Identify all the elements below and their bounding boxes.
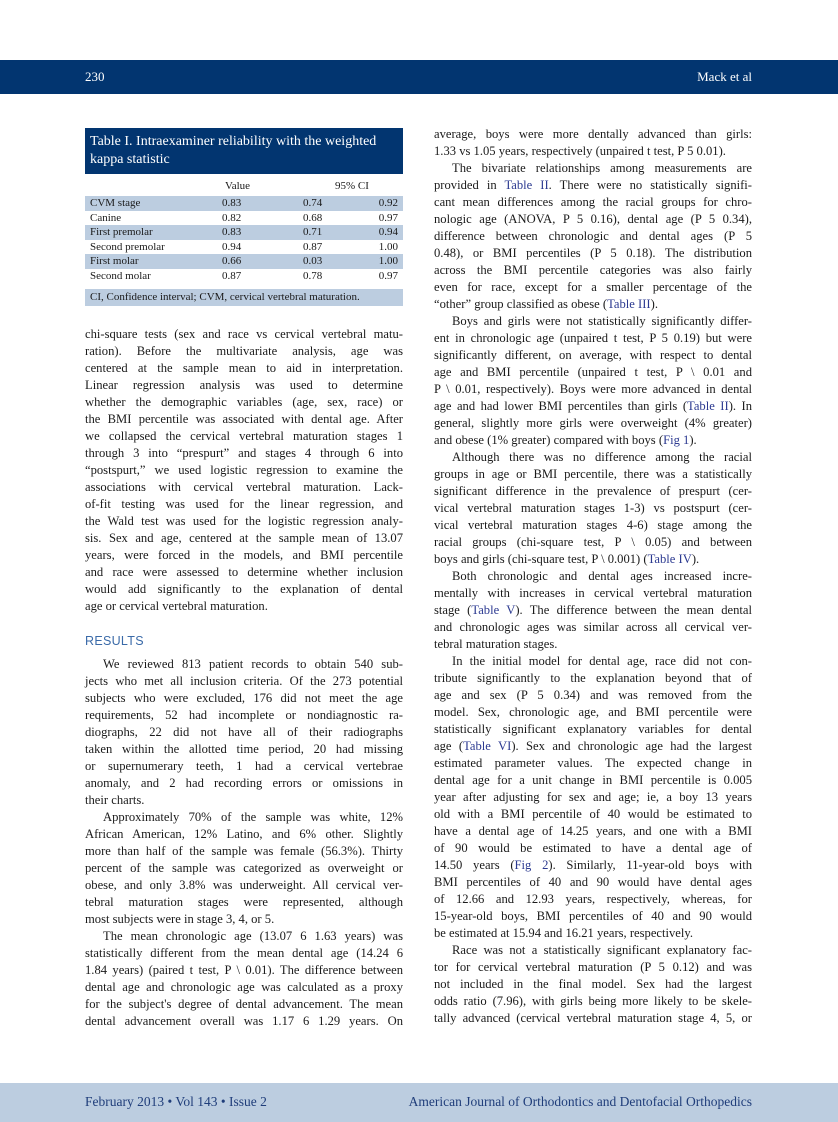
text-line: tally advanced (cervical vertebral maturation stage 4, 5, or [434, 1011, 752, 1025]
text-line: 1.84 years) (paired t test, P \ 0.01). The difference between [85, 963, 403, 977]
text-line: across the BMI percentile categories was also fairly [434, 263, 752, 277]
text-line: 1.33 vs 1.05 years, respectively (unpaired t test, P 5 0.01). [434, 144, 726, 158]
table-cell-hi: 0.94 [378, 226, 398, 238]
issue-info: February 2013 • Vol 143 • Issue 2 [85, 1094, 267, 1109]
table-cell-lo: 0.78 [303, 269, 323, 282]
text-line: of-fit testing was used for the linear regression, and [85, 497, 403, 511]
text-line [434, 398, 752, 415]
text-line: vical vertebral maturation stages 1-3) vs postspurt (cer- [434, 501, 752, 515]
table-cell-value: 0.83 [222, 226, 242, 238]
page-number: 230 [85, 69, 105, 84]
text-line: significant difference in the prevalence of prespurt (cer- [434, 484, 752, 498]
table-body [85, 196, 403, 283]
cross-reference-link[interactable]: Table II [504, 178, 549, 192]
table-header-row [85, 176, 403, 196]
text-segment: ). Sex and chronologic age had the largest [511, 739, 752, 753]
table-title: Table I. Intraexaminer reliability with the weighted kappa statistic [85, 128, 403, 174]
text-line: sis. Sex and age, centered at the sample mean of 13.07 [85, 531, 403, 545]
text-line: Approximately 70% of the sample was white, 12% [103, 810, 403, 824]
text-line: Boys and girls were not statistically significantly differ- [452, 314, 752, 328]
text-line: In the initial model for dental age, race did not con- [452, 654, 752, 668]
left-column-text [85, 326, 403, 615]
right-column-text [434, 126, 752, 1027]
text-line: Race was not a statistically significant explanatory fac- [452, 943, 752, 957]
text-line: 15-year-old boys, BMI percentiles of 40 and 90 would [434, 909, 752, 923]
cross-reference-link[interactable]: Fig 2 [514, 858, 549, 872]
text-line [434, 551, 752, 568]
table-cell-hi: 0.92 [378, 197, 398, 209]
text-line: tor for cervical vertebral maturation (P 5 0.12) and was [434, 960, 752, 974]
paragraph [434, 942, 752, 1027]
table-footnote: CI, Confidence interval; CVM, cervical vertebral maturation. [85, 289, 403, 306]
text-line: mentally with increases in cervical vertebral maturation [434, 586, 752, 600]
text-line: difference between chronologic and dental ages (P 5 [434, 229, 752, 243]
text-line: 0.48), or BMI percentiles (P 5 0.18). The distribution [434, 246, 752, 260]
text-line: year after adjusting for sex and age; ie, a boy 13 years [434, 790, 752, 804]
table-cell-hi: 1.00 [378, 240, 398, 253]
text-line [434, 177, 752, 194]
table-cell-lo: 0.87 [303, 240, 323, 253]
text-line: age or cervical vertebral maturation. [85, 599, 268, 613]
text-line: Both chronologic and dental ages increased incre- [452, 569, 752, 583]
text-line: or supernumerary teeth, 1 had a cervical vertebrae [85, 759, 403, 773]
text-segment: ). The difference between the mean dental [515, 603, 752, 617]
text-segment: ). [650, 297, 658, 311]
text-line: we collapsed the cervical vertebral maturation stages 1 [85, 429, 403, 443]
journal-name: American Journal of Orthodontics and Dentofacial Orthopedics [408, 1094, 752, 1109]
text-line: significantly different, on average, with respect to dental [434, 348, 752, 362]
cross-reference-link[interactable]: Table IV [647, 552, 692, 566]
text-segment: ). [689, 433, 697, 447]
text-line: general, slightly more girls were overweight (4% greater) [434, 416, 752, 430]
text-line: tebral maturation stages. [434, 637, 558, 651]
table-1 [85, 128, 403, 306]
text-line: subjects who were excluded, 176 did not meet the age [85, 691, 403, 705]
text-line: jects who met all inclusion criteria. Of the 273 potential [85, 674, 403, 688]
text-line: age and sex (P 5 0.34) and was removed from the [434, 688, 752, 702]
paragraph [85, 656, 403, 809]
table-cell-value: 0.94 [222, 240, 242, 253]
paragraph [434, 160, 752, 313]
cross-reference-link[interactable]: Fig 1 [663, 433, 690, 447]
text-segment: ). [691, 552, 700, 566]
section-heading-results: RESULTS [85, 634, 144, 648]
text-line: more than half of the sample was female (56.3%). Thirty [85, 844, 403, 858]
text-line: and chronologic ages was similar across all cervical ver- [434, 620, 752, 634]
text-line: of 12.66 and 12.93 years, respectively, whereas, for [434, 892, 752, 906]
text-segment: provided in [434, 178, 505, 192]
text-line: the Wald test was used for the logistic regression analy- [85, 514, 403, 528]
text-line: dental age and chronologic age was calculated as a proxy [85, 980, 403, 994]
paragraph [434, 653, 752, 942]
table-cell-label: First premolar [90, 226, 153, 238]
table-cell-lo: 0.71 [303, 226, 323, 238]
text-line [434, 602, 752, 619]
table-row [85, 240, 403, 255]
text-line: centered at the sample mean to aid in interpretation. [85, 361, 403, 375]
text-line: diographs, 22 did not have all of their radiographs [85, 725, 403, 739]
text-line: the BMI percentile was associated with dental age. After [85, 412, 403, 426]
table-cell-label: Second molar [90, 269, 151, 282]
text-segment: stage ( [434, 603, 472, 617]
text-line: odds ratio (7.96), with girls being more likely to be skele- [434, 994, 752, 1008]
cross-reference-link[interactable]: Table II [687, 399, 729, 413]
table-cell-hi: 0.97 [378, 269, 398, 282]
text-line: groups in age or BMI percentile, there was a statistically [434, 467, 752, 481]
text-line: whether the demographic variables (age, sex, race) or [85, 395, 403, 409]
text-line: have a dental age of 14.25 years, and one with a BMI [434, 824, 752, 838]
column-header-ci: 95% CI [335, 180, 369, 192]
table-row [85, 211, 403, 226]
text-line: obese, and only 3.8% was underweight. All cervical ver- [85, 878, 403, 892]
text-line: requirements, 52 had incomplete or nondiagnostic ra- [85, 708, 403, 722]
text-segment: ). Similarly, 11-year-old boys with [548, 858, 752, 872]
text-line [434, 738, 752, 755]
text-segment: boys and girls (chi-square test, P \ 0.001) ( [434, 552, 648, 566]
text-line: be estimated at 15.94 and 16.21 years, respectively. [434, 926, 694, 940]
text-line: tebral maturation stages were represented, although [85, 895, 403, 909]
table-cell-value: 0.87 [222, 269, 242, 282]
text-line: statistically significant explanatory variables for dental [434, 722, 752, 736]
text-line: most subjects were in stage 3, 4, or 5. [85, 912, 275, 926]
text-line: and race were assessed to determine whether inclusion [85, 565, 403, 579]
text-line: vical vertebral maturation stages 4-6) stage among the [434, 518, 752, 532]
text-segment: age ( [434, 739, 464, 753]
table-cell-value: 0.83 [222, 197, 242, 209]
text-line: age and BMI percentile (unpaired t test, P \ 0.01 and [434, 365, 752, 379]
table-cell-lo: 0.03 [303, 255, 323, 267]
table-cell-label: Canine [90, 211, 122, 224]
text-line: nologic age (ANOVA, P 5 0.16), dental age (P 5 0.34), [434, 212, 752, 226]
text-segment: and obese (1% greater) compared with boys ( [434, 433, 664, 447]
table-row [85, 269, 403, 284]
text-line: Linear regression analysis was used to determine [85, 378, 403, 392]
text-line: dental age for a unit change in BMI percentile is 0.005 [434, 773, 752, 787]
text-line: ration). Before the multivariate analysis, age was [85, 344, 403, 358]
paragraph [434, 568, 752, 653]
paragraph [85, 809, 403, 928]
text-line: tribute significantly to the explanation beyond that of [434, 671, 752, 685]
cross-reference-link[interactable]: Table V [471, 603, 516, 617]
text-segment: 14.50 years ( [434, 858, 515, 872]
text-line: taken within the allotted time period, 20 had missing [85, 742, 403, 756]
text-line: of 90 would be estimated to have a dental age of [434, 841, 752, 855]
table-cell-label: First molar [90, 255, 139, 267]
text-line: African American, 12% Latino, and 6% other. Slightly [85, 827, 403, 841]
text-line: Although there was no difference among the racial [452, 450, 752, 464]
text-line: ent in chronologic age (unpaired t test, P 5 0.19) but were [434, 331, 752, 345]
text-line: estimated parameter values. The expected change in [434, 756, 752, 770]
text-line: average, boys were more dentally advanced than girls: [434, 127, 752, 141]
column-header-value: Value [225, 180, 251, 192]
text-segment: “other” group classified as obese ( [434, 297, 608, 311]
text-segment: . There were no statistically signifi- [548, 178, 753, 192]
text-line: racial groups (chi-square test, P \ 0.05) and between [434, 535, 752, 549]
text-line: statistically different from the mean dental age (14.24 6 [85, 946, 403, 960]
running-title: Mack et al [697, 69, 752, 84]
table-cell-label: CVM stage [90, 197, 141, 209]
text-line [434, 296, 752, 313]
text-line: for the subject's degree of dental advancement. The mean [85, 997, 403, 1011]
text-line: cant mean differences among the racial groups for chro- [434, 195, 752, 209]
text-line: anomaly, and 2 had recording errors or omissions in [85, 776, 403, 790]
running-footer [0, 1083, 838, 1122]
text-segment: ). In [728, 399, 753, 413]
table-cell-value: 0.82 [222, 211, 242, 224]
table-cell-label: Second premolar [90, 240, 165, 253]
running-header [0, 60, 838, 94]
text-line: would add significantly to the explanation of dental [85, 582, 403, 596]
table-row [85, 225, 403, 240]
text-segment: age and had lower BMI percentiles than girls ( [434, 399, 688, 413]
text-line: through 3 into “prespurt” and stages 4 through 6 into [85, 446, 403, 460]
table-cell-hi: 1.00 [378, 255, 398, 267]
text-line: years, were forced in the models, and BMI percentile [85, 548, 403, 562]
text-line [434, 432, 752, 449]
text-line: dental advancement overall was 1.17 6 1.29 years. On [85, 1014, 403, 1028]
table-cell-lo: 0.74 [303, 197, 323, 209]
cross-reference-link[interactable]: Table III [607, 297, 651, 311]
table-cell-value: 0.66 [222, 255, 242, 267]
text-line: P \ 0.01, respectively). Boys were more advanced in dental [434, 382, 752, 396]
cross-reference-link[interactable]: Table VI [463, 739, 512, 753]
text-line: We reviewed 813 patient records to obtain 540 sub- [103, 657, 403, 671]
table-row [85, 196, 403, 211]
text-line: model. Sex, chronologic age, and BMI percentile were [434, 705, 752, 719]
text-line: The mean chronologic age (13.07 6 1.63 years) was [103, 929, 403, 943]
text-line: percent of the sample was categorized as overweight or [85, 861, 403, 875]
table-cell-lo: 0.68 [303, 211, 323, 224]
results-text [85, 656, 403, 1030]
paragraph [434, 313, 752, 449]
text-line: not included in the final model. Sex had the largest [434, 977, 752, 991]
text-line [434, 857, 752, 874]
paragraph [85, 326, 403, 615]
paragraph [434, 126, 752, 160]
table-row [85, 254, 403, 269]
text-line: The bivariate relationships among measurements are [452, 161, 752, 175]
text-line: old with a BMI percentile of 40 would be estimated to [434, 807, 752, 821]
paragraph [434, 449, 752, 568]
text-line: their charts. [85, 793, 145, 807]
text-line: associations with cervical vertebral maturation. Lack- [85, 480, 403, 494]
paragraph [85, 928, 403, 1030]
table-cell-hi: 0.97 [378, 211, 398, 224]
text-line: chi-square tests (sex and race vs cervical vertebral matu- [85, 327, 403, 341]
text-line: “postspurt,” we used logistic regression to examine the [85, 463, 403, 477]
text-line: BMI percentiles of 40 and 90 would have dental ages [434, 875, 752, 889]
text-line: even for race, except for a smaller percentage of the [434, 280, 752, 294]
